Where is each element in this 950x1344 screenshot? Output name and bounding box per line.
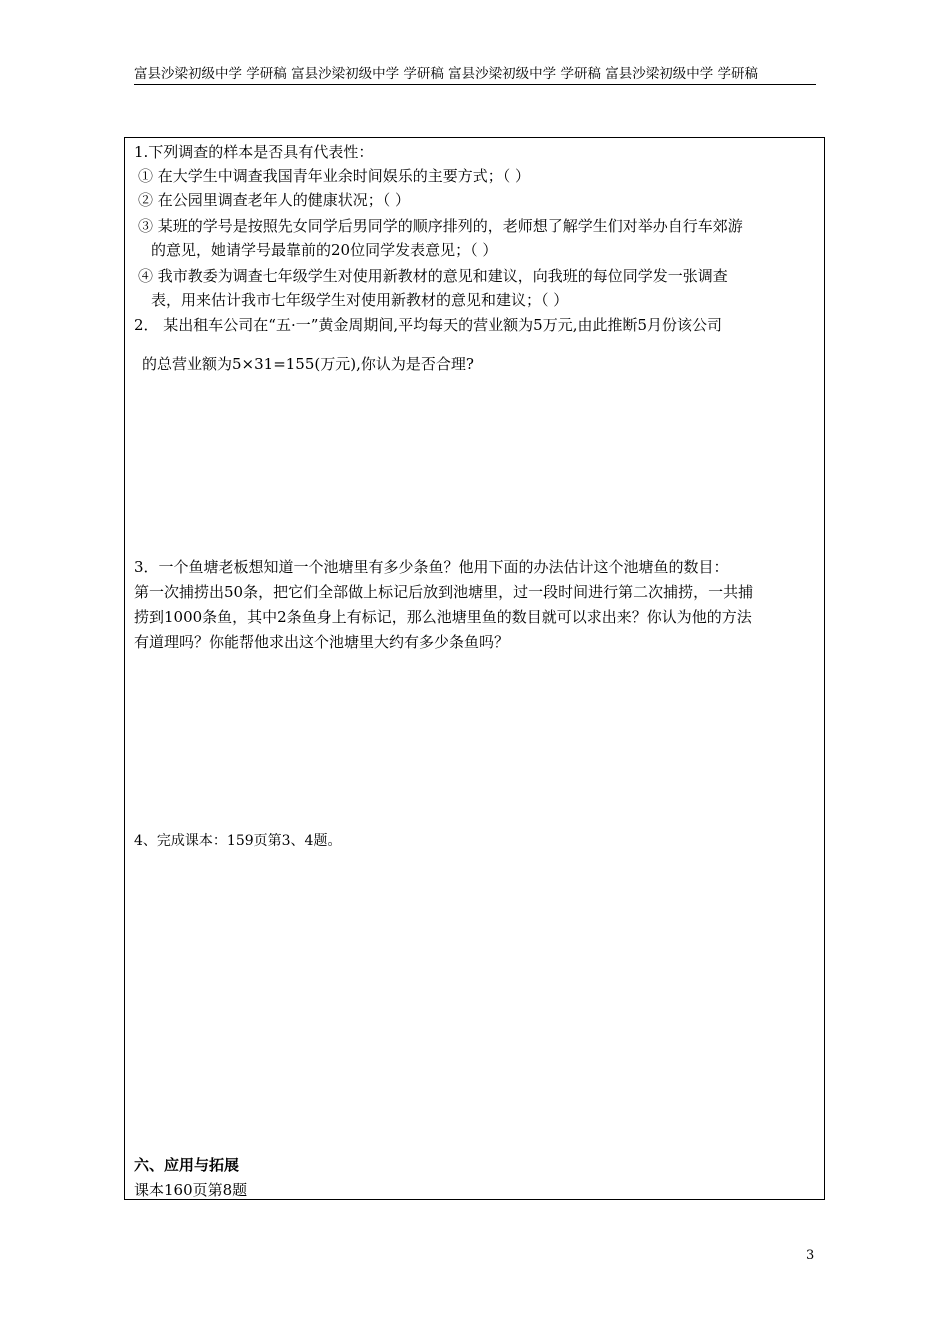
exercise-box: [124, 137, 825, 1200]
question-1-item-1: ① 在大学生中调查我国青年业余时间娱乐的主要方式；（ ）: [138, 167, 531, 185]
question-3-line-3: 捞到1000条鱼，其中2条鱼身上有标记，那么池塘里鱼的数目就可以求出来？你认为他的方法: [134, 608, 752, 626]
question-1-item-3-line-2: 的意见，她请学号最靠前的20位同学发表意见；（ ）: [151, 241, 498, 259]
question-1-item-3-line-1: ③ 某班的学号是按照先女同学后男同学的顺序排列的，老师想了解学生们对举办自行车郊游: [138, 217, 743, 235]
question-3-line-1: 3．一个鱼塘老板想知道一个池塘里有多少条鱼？他用下面的办法估计这个池塘鱼的数目：: [134, 558, 729, 576]
page-header: 富县沙梁初级中学 学研稿 富县沙梁初级中学 学研稿 富县沙梁初级中学 学研稿 富县沙梁初级中学 学研稿: [134, 64, 816, 85]
question-4: 4、完成课本：159页第3、4题。: [134, 833, 342, 849]
question-1-item-2: ② 在公园里调查老年人的健康状况；（ ）: [138, 191, 411, 209]
question-1-title: 1.下列调查的样本是否具有代表性：: [134, 143, 374, 161]
question-2-line-2: 的总营业额为5×31=155(万元),你认为是否合理?: [142, 355, 474, 373]
section-6-title: 六、应用与拓展: [134, 1156, 240, 1174]
question-3-line-4: 有道理吗？你能帮他求出这个池塘里大约有多少条鱼吗？: [134, 633, 510, 651]
section-6-text: 课本160页第8题: [134, 1181, 248, 1199]
question-3-line-2: 第一次捕捞出50条，把它们全部做上标记后放到池塘里，过一段时间进行第二次捕捞，一共捕: [134, 583, 754, 601]
page-number: 3: [806, 1248, 815, 1263]
question-2-line-1: 2． 某出租车公司在“五·一”黄金周期间,平均每天的营业额为5万元,由此推断5月份该公司: [134, 316, 723, 334]
question-1-item-4-line-2: 表，用来估计我市七年级学生对使用新教材的意见和建议；（ ）: [151, 291, 569, 309]
question-1-item-4-line-1: ④ 我市教委为调查七年级学生对使用新教材的意见和建议，向我班的每位同学发一张调查: [138, 267, 728, 285]
